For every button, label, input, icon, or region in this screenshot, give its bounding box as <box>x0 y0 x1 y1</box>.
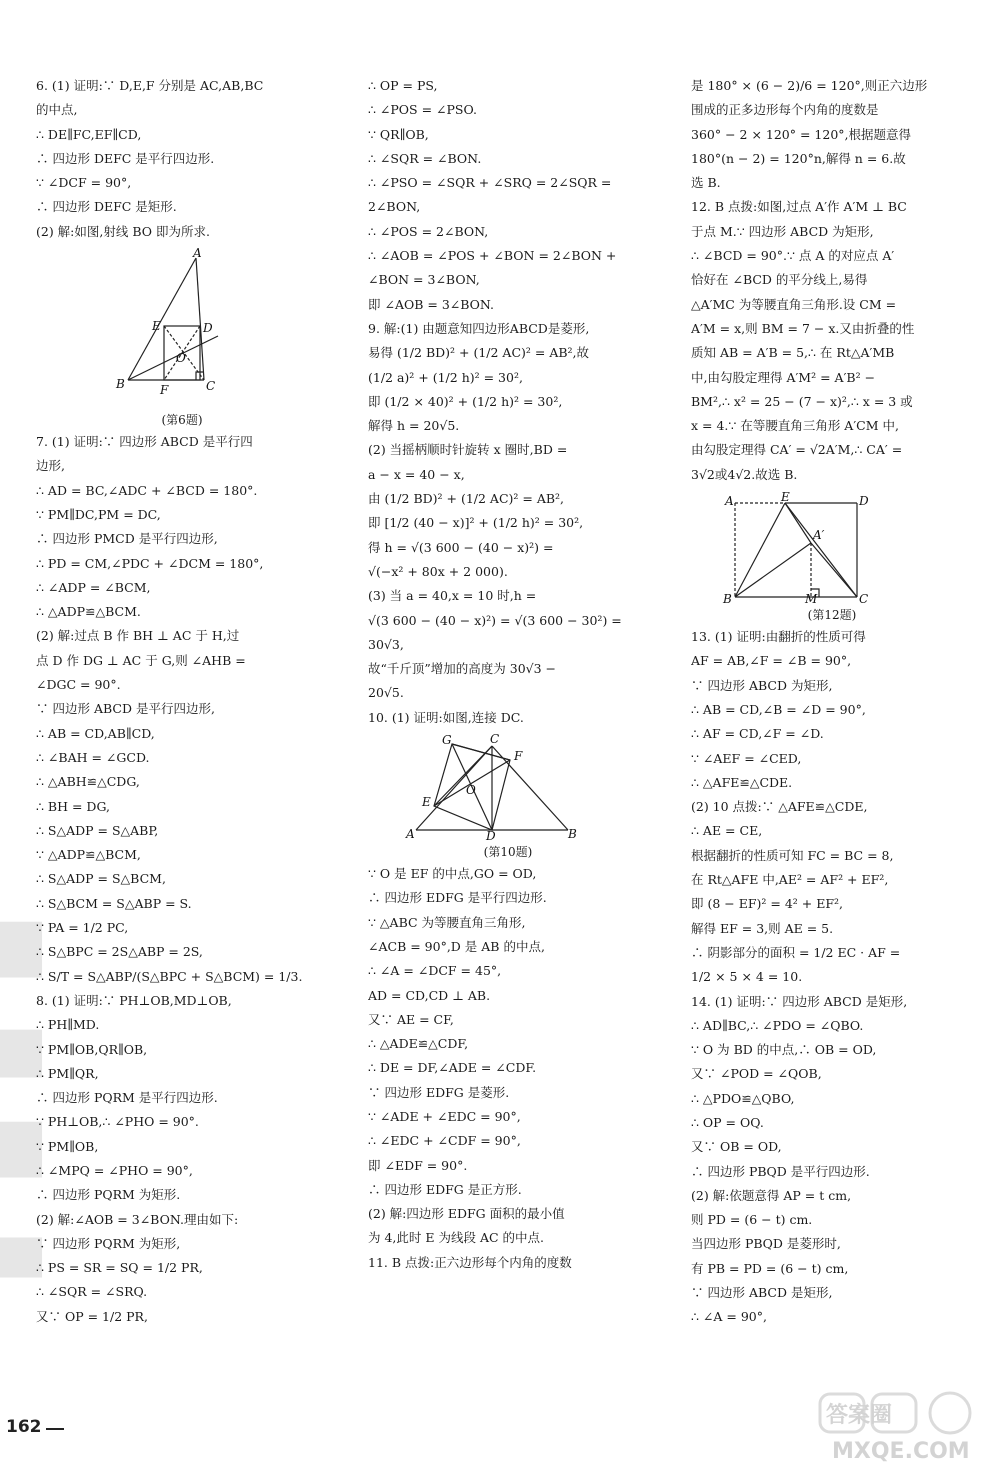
text-line: ∵ 四边形 ABCD 是平行四边形, <box>36 701 215 717</box>
text-line: 7. (1) 证明:∵ 四边形 ABCD 是平行四 <box>36 434 253 450</box>
text-line: ∴ ∠ADP = ∠BCM, <box>36 579 151 595</box>
text-line: ∴ △PDO≌△QBO, <box>691 1090 795 1106</box>
fig10-label-e: E <box>422 795 431 810</box>
corner-watermark-logo <box>812 1388 1000 1466</box>
text-line: ∵ PM∥DC,PM = DC, <box>36 506 161 522</box>
fig12-label-a-prime: A′ <box>813 528 825 543</box>
fig6-label-a: A <box>193 248 202 261</box>
figure-10 <box>368 734 648 840</box>
fig6-label-b: B <box>116 377 125 392</box>
text-line: ∵ O 为 BD 的中点,∴ OB = OD, <box>691 1042 877 1058</box>
text-line: ∴ S△ADP = S△ABP, <box>36 822 159 838</box>
fig10-label-g: G <box>442 734 452 748</box>
text-line: ∴ 四边形 EDFG 是平行四边形. <box>368 890 547 906</box>
text-line: 又∵ OB = OD, <box>691 1139 782 1155</box>
text-line: 12. B 点拨:如图,过点 A′作 A′M ⊥ BC <box>691 199 907 215</box>
text-line: 13. (1) 证明:由翻折的性质可得 <box>691 629 866 645</box>
fig6-label-d: D <box>203 321 213 336</box>
text-line: ∴ ∠POS = 2∠BON, <box>368 223 489 239</box>
text-line: ∵ PH⊥OB,∴ ∠PHO = 90°. <box>36 1114 199 1130</box>
text-line: (2) 解:∠AOB = 3∠BON.理由如下: <box>36 1211 239 1227</box>
text-line: ∠BON = 3∠BON, <box>368 272 480 288</box>
text-line: 即 (8 − EF)² = 4² + EF², <box>691 896 843 912</box>
text-line: 即 [1/2 (40 − x)]² + (1/2 h)² = 30², <box>368 515 584 531</box>
text-line: ∴ △ADE≌△CDF, <box>368 1036 469 1052</box>
text-line: (2) 解:依题意得 AP = t cm, <box>691 1187 852 1203</box>
text-line: ∴ BH = DG, <box>36 798 110 814</box>
text-line: AD = CD,CD ⊥ AB. <box>368 987 491 1003</box>
fig12-label-m: M <box>805 592 818 604</box>
text-line: 即 (1/2 × 40)² + (1/2 h)² = 30², <box>368 393 563 409</box>
column-3 <box>691 74 973 1330</box>
text-line: 14. (1) 证明:∵ 四边形 ABCD 是矩形, <box>691 993 908 1009</box>
text-line: ∴ △ADP≌△BCM. <box>36 604 141 620</box>
text-line: 又∵ AE = CF, <box>368 1011 454 1027</box>
text-line: ∵ PM∥OB,QR∥OB, <box>36 1041 148 1057</box>
col3-block-a <box>691 74 973 487</box>
text-line: ∴ S/T = S△ABP/(S△BPC + S△BCM) = 1/3. <box>36 968 303 984</box>
text-line: ∴ ∠AOB = ∠POS + ∠BON = 2∠BON + <box>368 248 617 264</box>
text-line: ∴ OP = PS, <box>368 78 438 93</box>
text-line: 2∠BON, <box>368 199 421 215</box>
fig10-label-f: F <box>514 749 523 764</box>
text-line: ∴ 阴影部分的面积 = 1/2 EC · AF = <box>691 944 901 960</box>
col2-block-b <box>368 862 648 1275</box>
text-line: ∵ 四边形 PQRM 为矩形, <box>36 1235 181 1251</box>
text-line: ∴ PH∥MD. <box>36 1017 100 1033</box>
text-line: ∵ 四边形 ABCD 为矩形, <box>691 677 833 693</box>
text-line: 故“千斤顶”增加的高度为 30√3 − <box>368 661 557 677</box>
text-line: 即 ∠EDF = 90°. <box>368 1157 468 1173</box>
text-line: ∴ S△BCM = S△ABP = S. <box>36 895 192 911</box>
fig12-label-b: B <box>723 592 732 604</box>
text-line: ∴ 四边形 DEFC 是矩形. <box>36 199 177 215</box>
text-line: 180°(n − 2) = 120°n,解得 n = 6.故 <box>691 150 906 166</box>
text-line: (2) 10 点拨:∵ △AFE≌△CDE, <box>691 799 868 815</box>
text-line: a − x = 40 − x, <box>368 466 465 482</box>
text-line: ∵ 四边形 EDFG 是菱形. <box>368 1084 510 1100</box>
text-line: (2) 解:四边形 EDFG 面积的最小值 <box>368 1206 565 1222</box>
text-line: ∴ AD∥BC,∴ ∠PDO = ∠QBO. <box>691 1017 864 1033</box>
text-line: 围成的正多边形每个内角的度数是 <box>691 102 879 118</box>
text-line: AF = AB,∠F = ∠B = 90°, <box>691 653 852 669</box>
page-number: 162 <box>6 1417 42 1437</box>
text-line: 3√2或4√2.故选 B. <box>691 466 798 482</box>
text-line: 10. (1) 证明:如图,连接 DC. <box>368 709 524 725</box>
col1-block-a <box>36 74 328 244</box>
text-line: 又∵ OP = 1/2 PR, <box>36 1308 148 1324</box>
column-1 <box>36 74 328 1329</box>
text-line: 11. B 点拨:正六边形每个内角的度数 <box>368 1254 572 1270</box>
text-line: 的中点, <box>36 102 78 118</box>
text-line: 恰好在 ∠BCD 的平分线上,易得 <box>691 272 868 288</box>
text-line: ∵ △ABC 为等腰直角三角形, <box>368 914 526 930</box>
text-line: ∴ ∠MPQ = ∠PHO = 90°, <box>36 1162 193 1178</box>
corner-watermark-url: MXQE.COM <box>832 1439 970 1464</box>
figure-12 <box>691 491 973 603</box>
text-line: 30√3, <box>368 636 404 652</box>
text-line: 得 h = √(3 600 − (40 − x)²) = <box>368 539 554 555</box>
fig6-label-c: C <box>206 379 216 394</box>
text-line: ∠ACB = 90°,D 是 AB 的中点, <box>368 938 545 954</box>
text-line: ∴ ∠POS = ∠PSO. <box>368 102 477 118</box>
col1-block-b <box>36 430 328 1329</box>
text-line: 8. (1) 证明:∵ PH⊥OB,MD⊥OB, <box>36 992 232 1008</box>
text-line: ∴ 四边形 EDFG 是正方形. <box>368 1181 522 1197</box>
text-line: 点 D 作 DG ⊥ AC 于 G,则 ∠AHB = <box>36 652 246 668</box>
text-line: (2) 当摇柄顺时针旋转 x 圈时,BD = <box>368 442 568 458</box>
text-line: 又∵ ∠POD = ∠QOB, <box>691 1066 822 1082</box>
figure-6-caption: (第6题) <box>161 413 203 428</box>
text-line: ∴ ∠PSO = ∠SQR + ∠SRQ = 2∠SQR = <box>368 175 612 191</box>
text-line: ∵ PA = 1/2 PC, <box>36 920 129 936</box>
text-line: ∠DGC = 90°. <box>36 677 121 693</box>
text-line: 即 ∠AOB = 3∠BON. <box>368 296 495 312</box>
text-line: 中,由勾股定理得 A′M² = A′B² − <box>691 369 876 385</box>
col3-block-b <box>691 625 973 1330</box>
text-line: ∴ OP = OQ. <box>691 1114 764 1130</box>
corner-watermark-text: 答案圈 <box>826 1403 893 1428</box>
text-line: ∴ ∠EDC + ∠CDF = 90°, <box>368 1133 521 1149</box>
text-line: 为 4,此时 E 为线段 AC 的中点. <box>368 1230 544 1246</box>
fig6-label-e: E <box>152 319 161 334</box>
text-line: ∴ PS = SR = SQ = 1/2 PR, <box>36 1260 203 1276</box>
fig12-label-e: E <box>781 491 790 505</box>
text-line: ∵ ∠DCF = 90°, <box>36 175 132 191</box>
text-line: ∴ 四边形 DEFC 是平行四边形. <box>36 150 215 166</box>
text-line: (1/2 a)² + (1/2 h)² = 30², <box>368 369 523 385</box>
fig12-label-d: D <box>859 494 869 509</box>
text-line: (2) 解:如图,射线 BO 即为所求. <box>36 223 210 239</box>
text-line: ∴ △AFE≌△CDE. <box>691 774 793 790</box>
text-line: ∵ 四边形 ABCD 是矩形, <box>691 1285 833 1301</box>
text-line: ∴ PM∥QR, <box>36 1065 99 1081</box>
text-line: ∴ AE = CE, <box>691 823 763 839</box>
text-line: 于点 M.∵ 四边形 ABCD 为矩形, <box>691 223 874 239</box>
text-line: ∴ 四边形 PQRM 为矩形. <box>36 1187 181 1203</box>
text-line: ∵ ∠ADE + ∠EDC = 90°, <box>368 1108 521 1124</box>
text-line: (2) 解:过点 B 作 BH ⊥ AC 于 H,过 <box>36 628 240 644</box>
text-line: ∴ DE∥FC,EF∥CD, <box>36 126 142 142</box>
text-line: ∴ AB = CD,∠B = ∠D = 90°, <box>691 701 866 717</box>
text-line: √(−x² + 80x + 2 000). <box>368 563 508 579</box>
text-line: 20√5. <box>368 685 404 701</box>
text-line: ∴ PD = CM,∠PDC + ∠DCM = 180°, <box>36 555 264 571</box>
text-line: ∴ ∠BAH = ∠GCD. <box>36 749 150 765</box>
text-line: △A′MC 为等腰直角三角形.设 CM = <box>691 296 897 312</box>
text-line: 解得 h = 20√5. <box>368 418 460 434</box>
text-line: ∵ O 是 EF 的中点,GO = OD, <box>368 866 537 882</box>
text-line: ∵ △ADP≌△BCM, <box>36 847 141 863</box>
text-line: ∴ ∠A = 90°, <box>691 1309 767 1325</box>
text-line: BM²,∴ x² = 25 − (7 − x)²,∴ x = 3 或 <box>691 393 913 409</box>
text-line: ∴ 四边形 PBQD 是平行四边形. <box>691 1163 870 1179</box>
col2-block-a <box>368 74 648 730</box>
text-line: ∴ ∠A = ∠DCF = 45°, <box>368 963 502 979</box>
text-line: 360° − 2 × 120° = 120°,根据题意得 <box>691 126 912 142</box>
text-line: ∵ ∠AEF = ∠CED, <box>691 750 802 766</box>
text-line: ∴ △ABH≌△CDG, <box>36 774 140 790</box>
text-line: 则 PD = (6 − t) cm. <box>691 1212 813 1228</box>
text-line: x = 4.∵ 在等腰直角三角形 A′CM 中, <box>691 418 899 434</box>
text-line: 选 B. <box>691 175 721 191</box>
fig6-label-o: O <box>176 351 186 366</box>
fig10-label-o: O <box>466 783 476 798</box>
text-line: A′M = x,则 BM = 7 − x.又由折叠的性 <box>691 320 915 336</box>
text-line: ∴ ∠BCD = 90°.∵ 点 A 的对应点 A′ <box>691 248 895 264</box>
text-line: 在 Rt△AFE 中,AE² = AF² + EF², <box>691 872 889 888</box>
text-line: ∵ PM∥OB, <box>36 1138 99 1154</box>
text-line: ∴ AF = CD,∠F = ∠D. <box>691 726 824 742</box>
page-number-dash <box>46 1428 64 1430</box>
text-line: 易得 (1/2 BD)² + (1/2 AC)² = AB²,故 <box>368 345 590 361</box>
figure-12-caption: (第12题) <box>807 608 857 623</box>
fig10-label-d: D <box>486 829 496 841</box>
left-watermark-decoration: ▇ ▆ ▇ ▅ <box>0 913 42 1277</box>
text-line: 边形, <box>36 458 65 474</box>
figure-10-caption: (第10题) <box>483 845 533 860</box>
fig12-label-c: C <box>859 592 869 604</box>
text-line: 根据翻折的性质可知 FC = BC = 8, <box>691 847 894 863</box>
text-line: 1/2 × 5 × 4 = 10. <box>691 969 803 985</box>
fig10-label-b: B <box>568 827 577 841</box>
text-line: ∴ DE = DF,∠ADE = ∠CDF. <box>368 1060 537 1076</box>
text-line: 质知 AB = A′B = 5,∴ 在 Rt△A′MB <box>691 345 895 361</box>
text-line: ∴ ∠SQR = ∠BON. <box>368 150 482 166</box>
text-line: 由勾股定理得 CA′ = √2A′M,∴ CA′ = <box>691 442 903 458</box>
text-line: 解得 EF = 3,则 AE = 5. <box>691 920 834 936</box>
text-line: (3) 当 a = 40,x = 10 时,h = <box>368 588 537 604</box>
fig10-label-c: C <box>490 734 500 747</box>
text-line: ∵ QR∥OB, <box>368 126 429 142</box>
text-line: ∴ S△BPC = 2S△ABP = 2S, <box>36 944 203 960</box>
text-line: 有 PB = PD = (6 − t) cm, <box>691 1260 849 1276</box>
text-line: 由 (1/2 BD)² + (1/2 AC)² = AB², <box>368 491 565 507</box>
text-line: ∴ ∠SQR = ∠SRQ. <box>36 1284 148 1300</box>
text-line: ∴ AB = CD,AB∥CD, <box>36 725 155 741</box>
text-line: ∴ AD = BC,∠ADC + ∠BCD = 180°. <box>36 482 258 498</box>
text-line: √(3 600 − (40 − x)²) = √(3 600 − 30²) = <box>368 612 622 628</box>
text-line: ∴ S△ADP = S△BCM, <box>36 871 166 887</box>
fig6-label-f: F <box>160 383 169 398</box>
fig10-label-a: A <box>406 827 415 841</box>
text-line: ∴ 四边形 PQRM 是平行四边形. <box>36 1090 218 1106</box>
text-line: 是 180° × (6 − 2)/6 = 120°,则正六边形 <box>691 78 928 93</box>
text-line: 6. (1) 证明:∵ D,E,F 分别是 AC,AB,BC <box>36 78 264 93</box>
text-line: 当四边形 PBQD 是菱形时, <box>691 1236 841 1252</box>
text-line: 9. 解:(1) 由题意知四边形ABCD是菱形, <box>368 320 590 336</box>
figure-6 <box>36 248 328 408</box>
text-line: ∴ 四边形 PMCD 是平行四边形, <box>36 531 218 547</box>
fig12-label-a: A <box>725 494 734 509</box>
column-2 <box>368 74 648 1275</box>
